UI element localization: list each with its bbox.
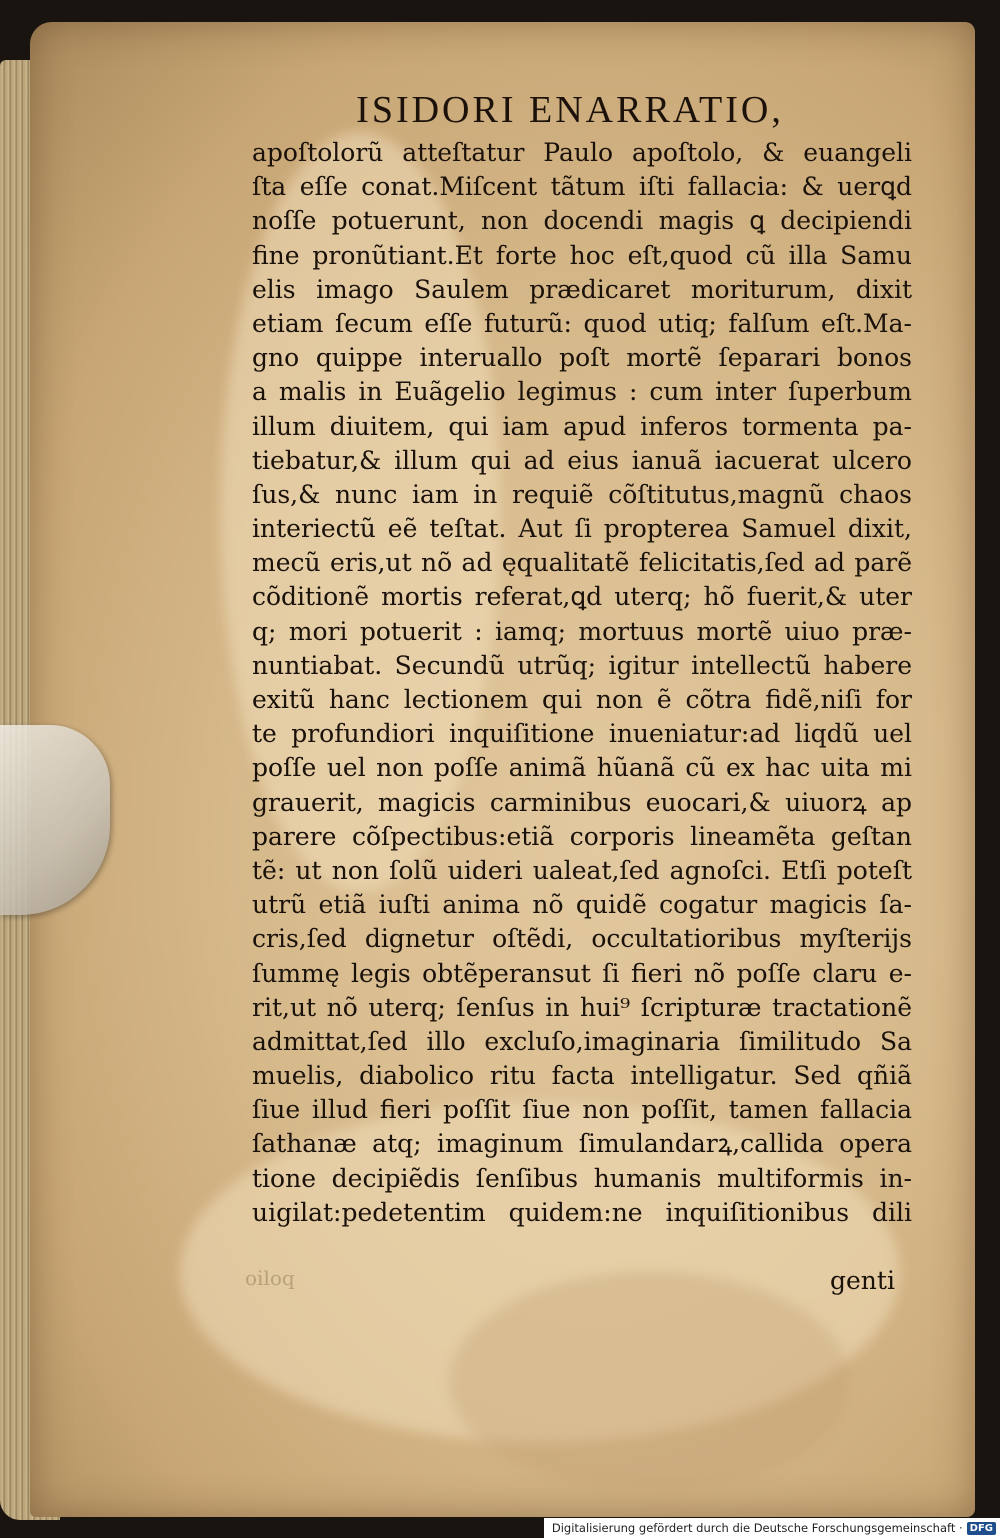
text-line: ſathanæ atq; imaginum ſimulandarꝝ,callida opera <box>252 1129 912 1159</box>
text-line: uigilat:pedetentim quidem:ne inquiſitionibus dili <box>252 1197 912 1227</box>
dfg-logo: DFG <box>967 1522 996 1535</box>
text-line: utrũ etiã iuſti anima nõ quidẽ cogatur magicis ſa- <box>252 890 912 920</box>
text-line: etiam ſecum eſſe futurũ: quod utiq; falſum eſt.Ma- <box>252 308 912 338</box>
text-line: interiectũ eẽ teſtat. Aut ſi propterea Samuel dixit, <box>252 514 912 544</box>
text-line: poſſe uel non poſſe animã hũanã cũ ex hac uita mi <box>252 753 912 783</box>
text-line: ſummę legis obtẽperansut ſi fieri nõ poſſe claru e- <box>252 958 912 988</box>
text-line: te profundiori inquiſitione inueniatur:ad liqdũ uel <box>252 719 912 749</box>
body-text <box>252 136 912 1230</box>
text-line: apoſtolorũ atteſtatur Paulo apoſtolo, & euangeli <box>252 138 912 167</box>
text-line: cõditionẽ mortis referat,ꝗd uterq; hõ fuerit,& uter <box>252 582 912 612</box>
text-line: mecũ eris,ut nõ ad ęqualitatẽ felicitatis,ſed ad parẽ <box>252 548 912 578</box>
text-line: nuntiabat. Secundũ utrũq; igitur intellectũ habere <box>252 650 912 680</box>
text-line: ſiue illud fieri poſſit ſiue non poſſit, tamen fallacia <box>252 1095 912 1125</box>
text-line: exitũ hanc lectionem qui non ẽ cõtra fidẽ,niſi for <box>252 685 912 714</box>
paper-stain <box>450 1272 850 1492</box>
text-line: elis imago Saulem prædicaret moriturum, dixit <box>252 274 912 304</box>
text-line: admittat,ſed illo excluſo,imaginaria ſimilitudo Sa <box>252 1026 912 1056</box>
text-line: q; mori potuerit : iamq; mortuus mortẽ uiuo præ- <box>252 616 912 646</box>
text-line: grauerit, magicis carminibus euocari,& uiuorꝝ ap <box>252 787 912 817</box>
text-line: parere cõſpectibus:etiã corporis lineamẽta geſtan <box>252 821 912 851</box>
offset-text: oiloq <box>245 1266 295 1290</box>
credit-text: Digitalisierung gefördert durch die Deutsche Forschungsgemeinschaft · <box>551 1521 963 1535</box>
text-line: ſta eſſe conat.Miſcent tãtum iſti fallacia: & uerꝗd <box>252 172 912 202</box>
text-line: cris,ſed dignetur oſtẽdi, occultatioribus myſterijs <box>252 924 912 954</box>
text-line: fine pronũtiant.Et forte hoc eſt,quod cũ illa Samu <box>252 240 912 270</box>
running-head: ISIDORI ENARRATIO, <box>356 89 784 131</box>
text-line: a malis in Euãgelio legimus : cum inter ſuperbum <box>252 377 912 407</box>
text-line: illum diuitem, qui iam apud inferos tormenta pa- <box>252 411 912 441</box>
text-line: noſſe potuerunt, non docendi magis ꝗ decipiendi <box>252 206 912 236</box>
text-line: rit,ut nõ uterq; ſenſus in hui⁹ ſcripturæ tractationẽ <box>252 992 912 1022</box>
text-line: ſus,& nunc iam in requiẽ cõſtitutus,magnũ chaos <box>252 479 912 509</box>
text-line: gno quippe interuallo poſt mortẽ ſeparari bonos <box>252 343 912 373</box>
digitization-credit <box>544 1518 1000 1538</box>
text-line: tione decipiẽdis ſenſibus humanis multiformis in- <box>252 1163 912 1193</box>
text-line: tẽ: ut non ſolũ uideri ualeat,ſed agnoſci. Etſi poteſt <box>252 855 912 885</box>
text-line: tiebatur,& illum qui ad eius ianuã iacuerat ulcero <box>252 445 912 475</box>
catchword: genti <box>830 1266 895 1295</box>
text-line: muelis, diabolico ritu facta intelligatur. Sed qñiã <box>252 1061 912 1091</box>
